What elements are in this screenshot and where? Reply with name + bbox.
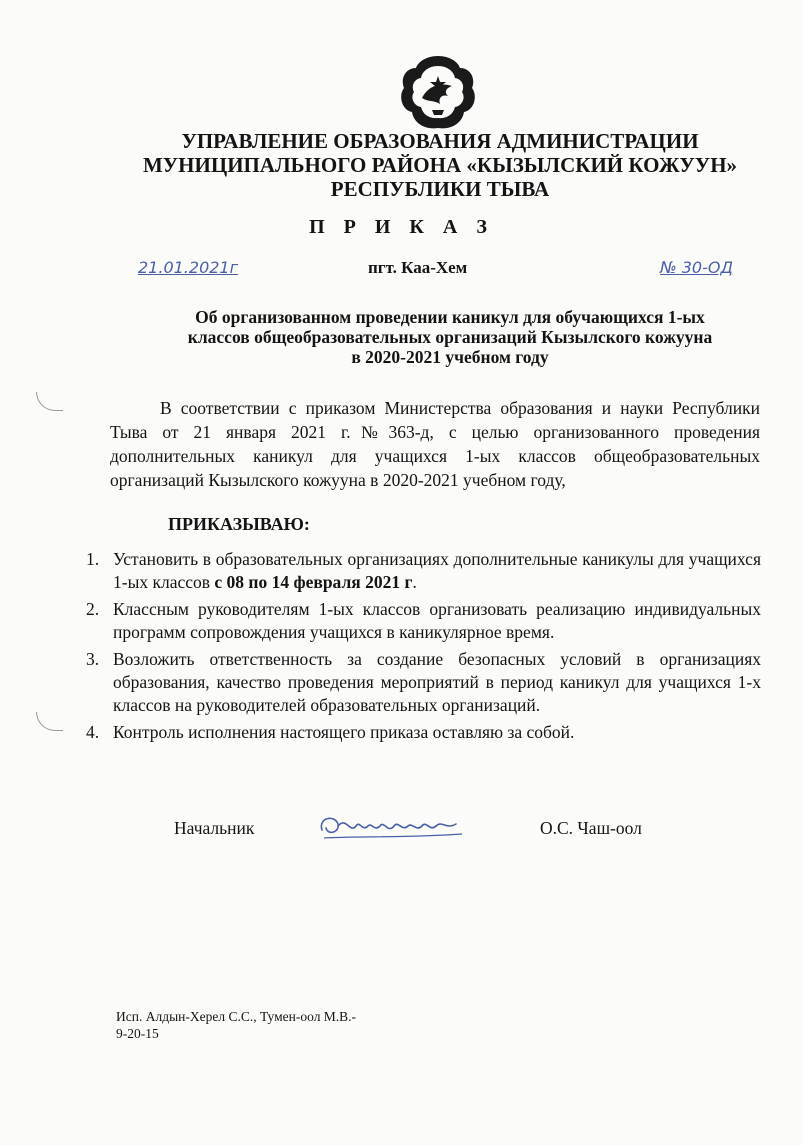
org-title-line: МУНИЦИПАЛЬНОГО РАЙОНА «КЫЗЫЛСКИЙ КОЖУУН» [142, 153, 738, 177]
handwritten-date: 21.01.2021г [138, 258, 239, 277]
item-text: . [412, 572, 417, 592]
handwritten-order-number: № 30-ОД [660, 258, 733, 277]
signatory-title: Начальник [174, 818, 255, 838]
order-subject [140, 307, 760, 367]
list-item [86, 598, 761, 644]
executor-line: Исп. Алдын-Херел С.С., Тумен-оол М.В.- [116, 1009, 357, 1024]
handwritten-signature [316, 808, 466, 844]
punch-hole-mark [36, 712, 63, 731]
subject-line: в 2020-2021 учебном году [351, 347, 549, 367]
item-text: Контроль исполнения настоящего приказа оставляю за собой. [113, 722, 575, 742]
item-number: 4. [86, 722, 100, 742]
directive-heading: ПРИКАЗЫВАЮ: [168, 514, 310, 534]
document-type-title: П Р И К А З [309, 216, 494, 238]
preamble-paragraph: В соответствии с приказом Министерства образования и науки Республики Тыва от 21 января 2021 г.№363-д, с целью организованного проведения дополнительных каникул для учащихся 1-ых классов общеобразовательных организаций Кызылского кожууна в 2020-2021 учебном году, [110, 398, 760, 490]
item-number: 2. [86, 599, 100, 619]
list-item [86, 648, 761, 717]
signatory-name: О.С. Чаш-оол [540, 818, 642, 838]
order-items-list [86, 548, 761, 748]
list-item [86, 548, 761, 594]
executor-info [116, 1008, 356, 1042]
list-item [86, 721, 761, 744]
order-place: пгт. Каа-Хем [368, 258, 468, 277]
organization-title [120, 129, 760, 201]
punch-hole-mark [36, 392, 63, 411]
subject-line: Об организованном проведении каникул для обучающихся 1-ых [195, 307, 705, 327]
item-text: Возложить ответственность за создание безопасных условий в организациях образования, качество проведения мероприятий в период каникул для учащихся 1-х классов на руководителей образовательных организаций. [113, 649, 761, 715]
executor-line: 9-20-15 [116, 1026, 159, 1041]
org-title-line: УПРАВЛЕНИЕ ОБРАЗОВАНИЯ АДМИНИСТРАЦИИ [181, 129, 699, 153]
tuva-emblem-icon [398, 52, 478, 132]
item-text: Классным руководителям 1-ых классов организовать реализацию индивидуальных программ сопровождения учащихся в каникулярное время. [113, 599, 761, 642]
item-number: 3. [86, 649, 100, 669]
subject-line: классов общеобразовательных организаций Кызылского кожууна [187, 327, 713, 347]
item-number: 1. [86, 549, 100, 569]
org-title-line: РЕСПУБЛИКИ ТЫВА [330, 177, 550, 201]
item-text: Установить в образовательных организациях дополнительные каникулы для учащихся 1-ых классов [113, 549, 761, 592]
item-text-bold: с 08 по 14 февраля 2021 г [214, 572, 413, 592]
